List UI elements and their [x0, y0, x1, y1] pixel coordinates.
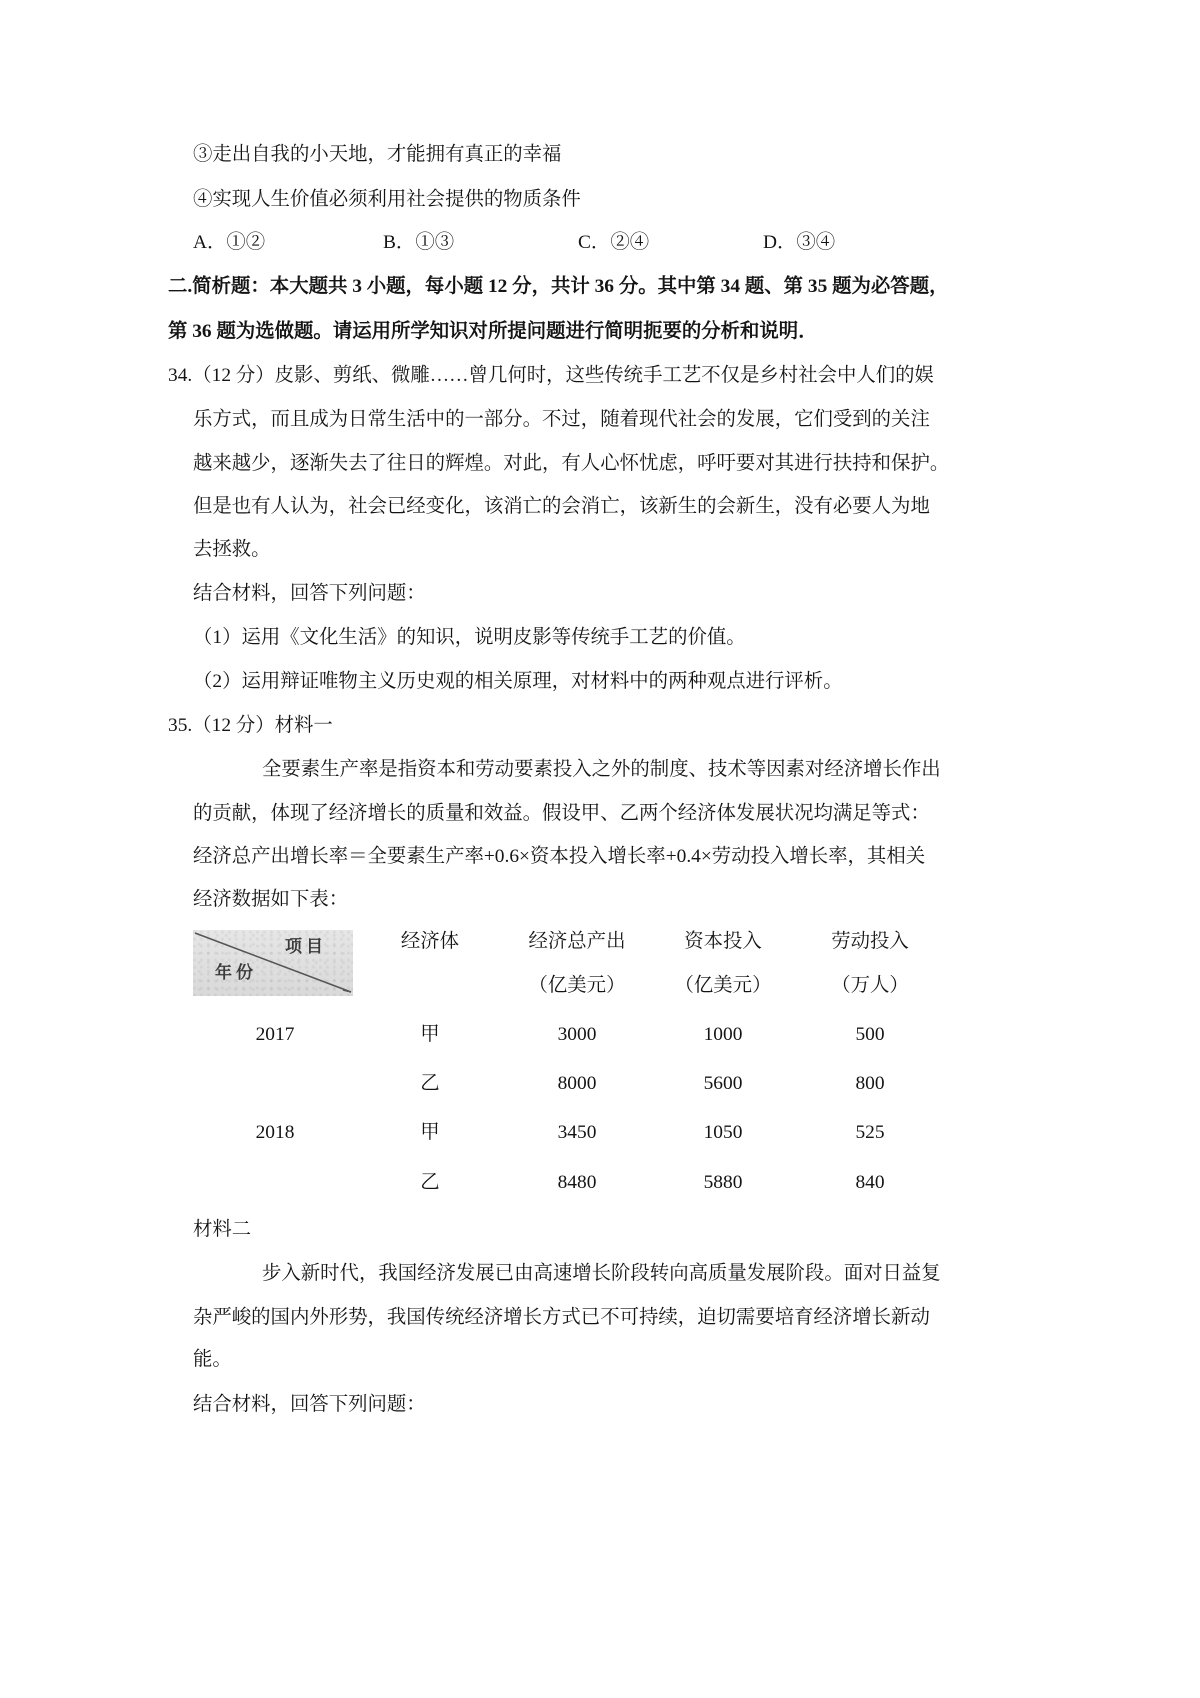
- q35-material1-line-3: 经济总产出增长率＝全要素生产率+0.6×资本投入增长率+0.4×劳动投入增长率，其相关: [193, 846, 926, 867]
- table-cell-labor: 525: [855, 1122, 885, 1143]
- table-header-labor: 劳动投入: [831, 931, 909, 952]
- table-header-capital-unit: （亿美元）: [674, 975, 772, 996]
- table-cell-capital: 5880: [703, 1172, 743, 1193]
- table-header-output: 经济总产出: [528, 931, 626, 952]
- table-header-entity-unit: [350, 974, 510, 998]
- q35-material1-line-1: 全要素生产率是指资本和劳动要素投入之外的制度、技术等因素对经济增长作出: [262, 759, 941, 780]
- choice-c: C．②④: [578, 232, 650, 253]
- q35-material2-line-3: 能。: [193, 1349, 232, 1370]
- q35-material2-line-2: 杂严峻的国内外形势，我国传统经济增长方式已不可持续，迫切需要培育经济增长新动: [193, 1307, 930, 1328]
- q35-material1-line-4: 经济数据如下表：: [193, 889, 349, 910]
- q34-line-2: 乐方式，而且成为日常生活中的一部分。不过，随着现代社会的发展，它们受到的关注: [193, 409, 930, 430]
- table-cell-year: [195, 1171, 355, 1195]
- q34-prompt: 结合材料，回答下列问题：: [193, 583, 426, 604]
- section-heading-line-2: 第 36 题为选做题。请运用所学知识对所提问题进行简明扼要的分析和说明．: [168, 321, 818, 342]
- q34-line-5: 去拯救。: [193, 539, 271, 560]
- table-cell-labor: 800: [855, 1073, 885, 1094]
- table-corner-header: [193, 930, 353, 996]
- table-cell-labor: 500: [855, 1024, 885, 1045]
- table-cell-entity: 乙: [420, 1172, 440, 1193]
- table-cell-output: 8480: [557, 1172, 597, 1193]
- q34-sub-question-2: （2）运用辩证唯物主义历史观的相关原理，对材料中的两种观点进行评析。: [193, 671, 843, 692]
- table-cell-year: 2017: [255, 1024, 295, 1045]
- q35-material2-title: 材料二: [193, 1219, 252, 1240]
- q34-line-3: 越来越少，逐渐失去了往日的辉煌。对此，有人心怀忧虑，呼吁要对其进行扶持和保护。: [193, 453, 950, 474]
- option-4: ④实现人生价值必须利用社会提供的物质条件: [193, 189, 581, 210]
- q35-title: 35.（12 分）材料一: [168, 715, 333, 736]
- table-cell-output: 8000: [557, 1073, 597, 1094]
- table-header-output-unit: （亿美元）: [528, 975, 626, 996]
- table-cell-capital: 5600: [703, 1073, 743, 1094]
- q34-line-1: 34.（12 分）皮影、剪纸、微雕……曾几何时，这些传统手工艺不仅是乡村社会中人们的娱: [168, 365, 934, 386]
- choice-b: B．①③: [383, 232, 455, 253]
- table-cell-capital: 1050: [703, 1122, 743, 1143]
- table-cell-labor: 840: [855, 1172, 885, 1193]
- table-cell-year: 2018: [255, 1122, 295, 1143]
- corner-label-item: 项目: [285, 937, 327, 956]
- table-cell-entity: 乙: [420, 1073, 440, 1094]
- table-header-entity: 经济体: [400, 931, 460, 952]
- q35-material1-line-2: 的贡献，体现了经济增长的质量和效益。假设甲、乙两个经济体发展状况均满足等式：: [193, 803, 930, 824]
- choice-a: A．①②: [193, 232, 266, 253]
- table-header-capital: 资本投入: [684, 931, 762, 952]
- table-header-labor-unit: （万人）: [831, 975, 909, 996]
- table-cell-capital: 1000: [703, 1024, 743, 1045]
- table-cell-year: [195, 1072, 355, 1096]
- q35-material2-line-1: 步入新时代，我国经济发展已由高速增长阶段转向高质量发展阶段。面对日益复: [262, 1263, 941, 1284]
- table-cell-entity: 甲: [420, 1122, 440, 1143]
- q34-line-4: 但是也有人认为，社会已经变化，该消亡的会消亡，该新生的会新生，没有必要人为地: [193, 496, 930, 517]
- q34-sub-question-1: （1）运用《文化生活》的知识，说明皮影等传统手工艺的价值。: [193, 627, 746, 648]
- table-cell-output: 3450: [557, 1122, 597, 1143]
- section-heading-line-1: 二.简析题：本大题共 3 小题，每小题 12 分，共计 36 分。其中第 34 题、第 35 题为必答题，: [168, 276, 949, 297]
- choice-d: D．③④: [763, 232, 836, 253]
- option-3: ③走出自我的小天地，才能拥有真正的幸福: [193, 144, 562, 165]
- table-cell-output: 3000: [557, 1024, 597, 1045]
- q35-prompt: 结合材料，回答下列问题：: [193, 1394, 426, 1415]
- corner-label-year: 年份: [215, 963, 257, 982]
- table-cell-entity: 甲: [420, 1024, 440, 1045]
